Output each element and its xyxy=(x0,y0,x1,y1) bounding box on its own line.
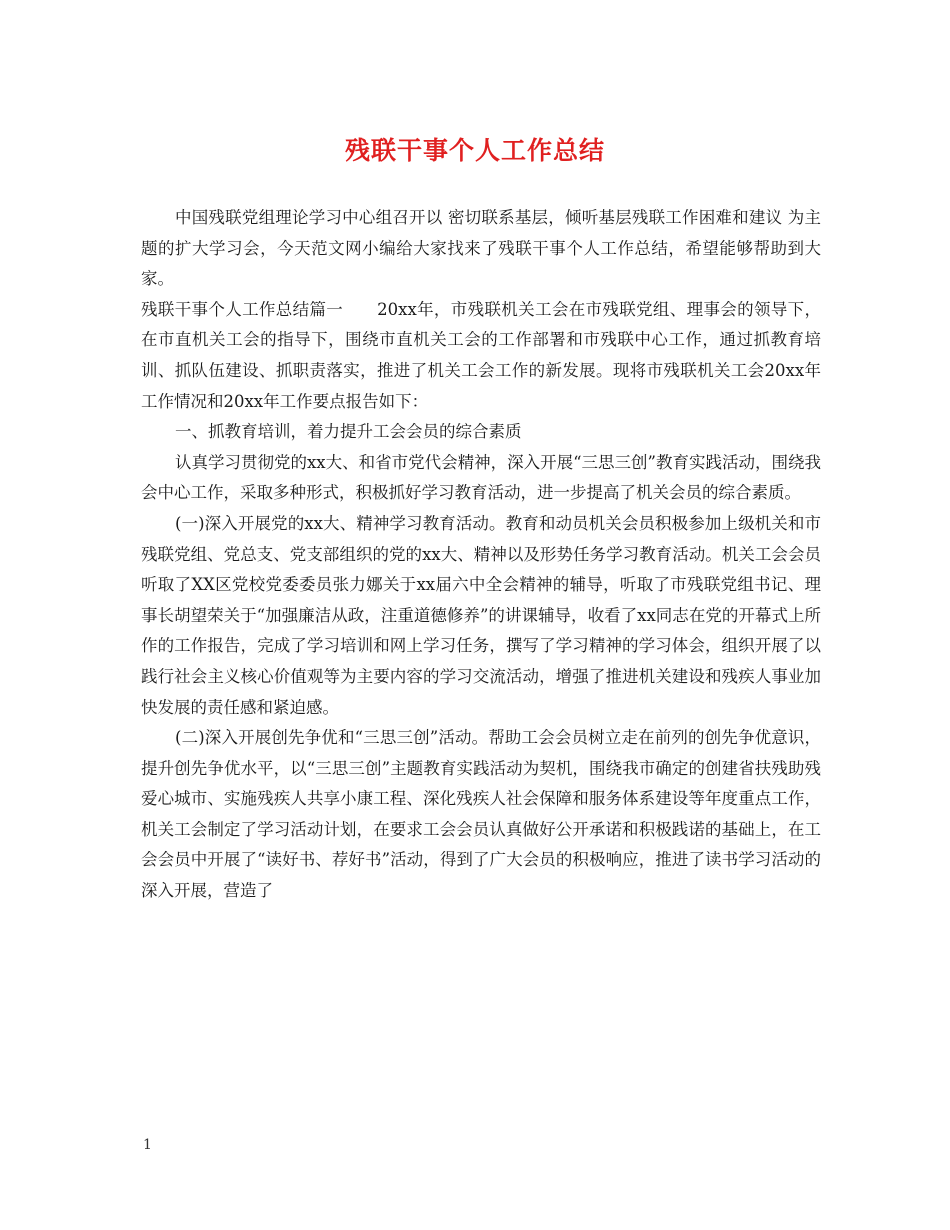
section-intro-paragraph xyxy=(141,295,821,417)
paragraph-item-2: (二)深入开展创先争优和“三思三创”活动。帮助工会会员树立走在前列的创先争优意识，提升创先争优水平，以“三思三创”主题教育实践活动为契机，围绕我市确定的创建省扶残助残爱心城市、实施残疾人共享小康工程、深化残疾人社会保障和服务体系建设等年度重点工作，机关工会制定了学习活动计划，在要求工会会员认真做好公开承诺和积极践诺的基础上，在工会会员中开展了“读好书、荐好书”活动，得到了广大会员的积极响应，推进了读书学习活动的深入开展，营造了 xyxy=(141,728,821,901)
intro-paragraph: 中国残联党组理论学习中心组召开以 密切联系基层，倾听基层残联工作困难和建议 为主题的扩大学习会，今天范文网小编给大家找来了残联干事个人工作总结，希望能够帮助到大家。 xyxy=(141,208,821,289)
document-body xyxy=(141,203,821,907)
section-intro-text: 20xx年，市残联机关工会在市残联党组、理事会的领导下，在市直机关工会的指导下，围绕市直机关工会的工作部署和市残联中心工作，通过抓教育培训、抓队伍建设、抓职责落实，推进了机关工会工作的新发展。现将市残联机关工会20xx年工作情况和20xx年工作要点报告如下： xyxy=(141,299,822,411)
document-title: 残联干事个人工作总结 xyxy=(344,136,605,165)
page-number: 1 xyxy=(143,1137,152,1153)
paragraph-item-1: (一)深入开展党的xx大、精神学习教育活动。教育和动员机关会员积极参加上级机关和市残联党组、党总支、党支部组织的党的xx大、精神以及形势任务学习教育活动。机关工会会员听取了XX区党校党委委员张力娜关于xx届六中全会精神的辅导，听取了市残联党组书记、理事长胡望荣关于“加强廉洁从政，注重道德修养”的讲课辅导，收看了xx同志在党的开幕式上所作的工作报告，完成了学习培训和网上学习任务，撰写了学习精神的学习体会，组织开展了以践行社会主义核心价值观等为主要内容的学习交流活动，增强了推进机关建设和残疾人事业加快发展的责任感和紧迫感。 xyxy=(141,513,821,717)
paragraph-study: 认真学习贯彻党的xx大、和省市党代会精神，深入开展“三思三创”教育实践活动，围绕我会中心工作，采取多种形式，积极抓好学习教育活动，进一步提高了机关会员的综合素质。 xyxy=(141,452,821,503)
section-heading: 残联干事个人工作总结篇一 xyxy=(141,299,344,319)
heading-education-training: 一、抓教育培训，着力提升工会会员的综合素质 xyxy=(175,422,522,442)
